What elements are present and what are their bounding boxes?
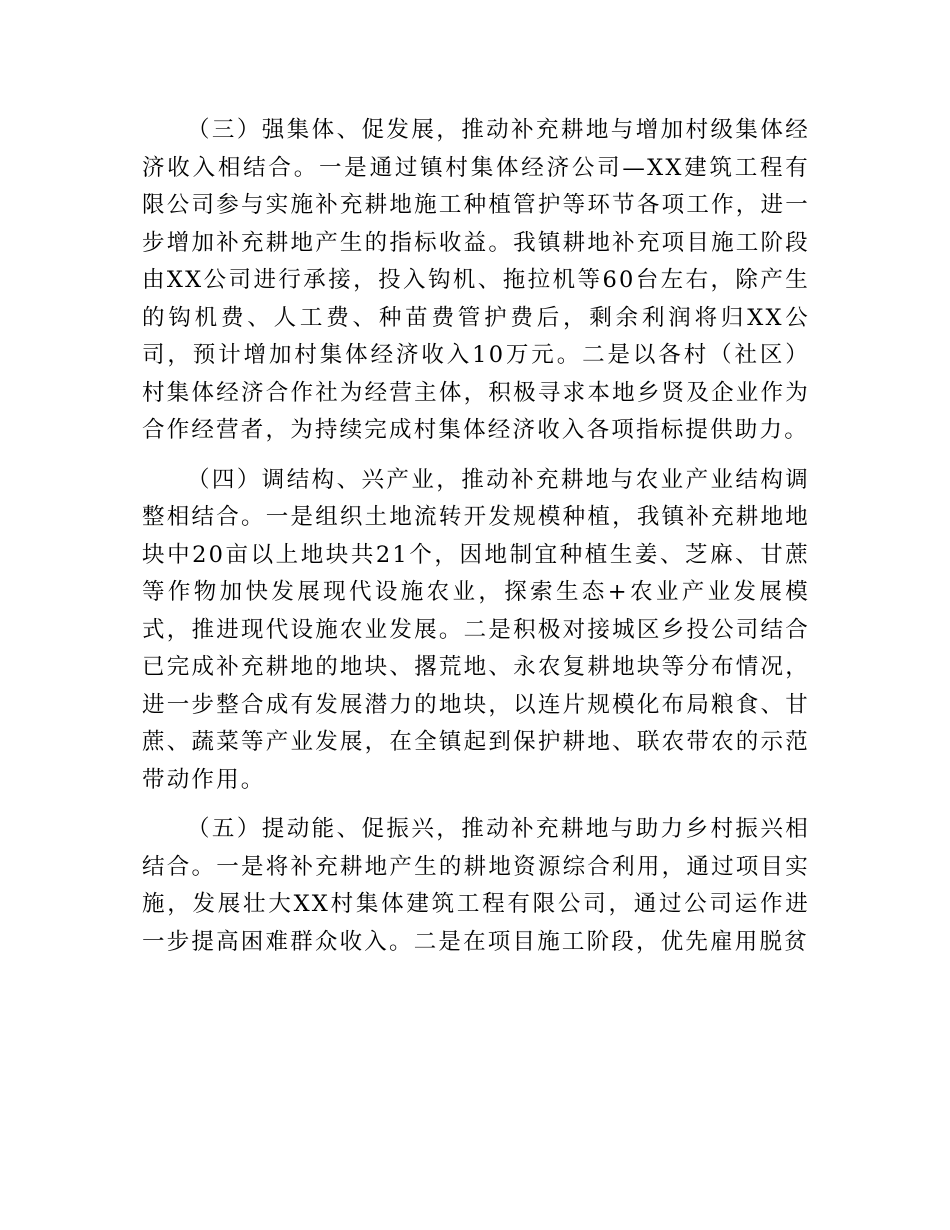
paragraph-section-4: （四）调结构、兴产业，推动补充耕地与农业产业结构调整相结合。一是组织土地流转开发规模种植，我镇补充耕地地块中20亩以上地块共21个，因地制宜种植生姜、芝麻、甘蔗等作物加快发展现代设施农业，探索生态+农业产业发展模式，推进现代设施农业发展。二是积极对接城区乡投公司结合已完成补充耕地的地块、撂荒地、永农复耕地块等分布情况，进一步整合成有发展潜力的地块，以连片规模化布局粮食、甘蔗、蔬菜等产业发展，在全镇起到保护耕地、联农带农的示范带动作用。: [142, 466, 810, 793]
paragraph-section-3: （三）强集体、促发展，推动补充耕地与增加村级集体经济收入相结合。一是通过镇村集体经济公司—XX建筑工程有限公司参与实施补充耕地施工种植管护等环节各项工作，进一步增加补充耕地产生的指标收益。我镇耕地补充项目施工阶段由XX公司进行承接，投入钩机、拖拉机等60台左右，除产生的钩机费、人工费、种苗费管护费后，剩余利润将归XX公司，预计增加村集体经济收入10万元。二是以各村（社区）村集体经济合作社为经营主体，积极寻求本地乡贤及企业作为合作经营者，为持续完成村集体经济收入各项指标提供助力。: [142, 117, 810, 443]
paragraph-section-5: （五）提动能、促振兴，推动补充耕地与助力乡村振兴相结合。一是将补充耕地产生的耕地资源综合利用，通过项目实施，发展壮大XX村集体建筑工程有限公司，通过公司运作进一步提高困难群众收入。二是在项目施工阶段，优先雇用脱贫: [142, 816, 810, 955]
document-page: [142, 112, 810, 961]
